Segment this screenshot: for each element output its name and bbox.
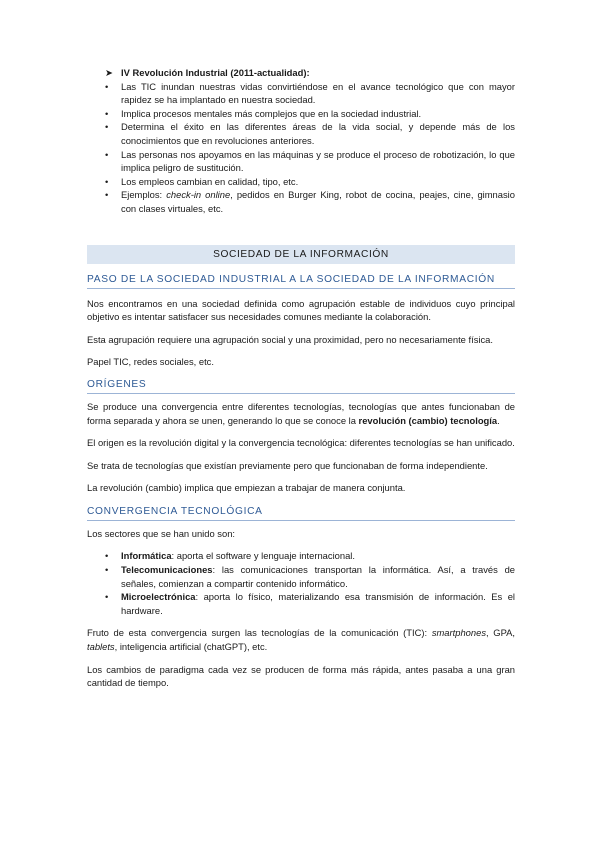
page-content xyxy=(87,66,515,690)
paragraph-emphasis: tablets xyxy=(87,641,115,653)
bullet-icon: • xyxy=(105,564,109,576)
list-item-emphasis: check-in online xyxy=(166,189,231,201)
section-title: SOCIEDAD DE LA INFORMACIÓN xyxy=(87,245,515,264)
list-item xyxy=(87,175,515,189)
list-item xyxy=(87,148,515,175)
list-item-bold: Telecomunicaciones xyxy=(121,564,213,576)
paragraph-emphasis: smartphones xyxy=(431,627,487,639)
list-item-bold: Informática xyxy=(121,550,172,562)
heading-paso: PASO DE LA SOCIEDAD INDUSTRIAL A LA SOCIEDAD DE LA INFORMACIÓN xyxy=(87,273,515,289)
heading-convergencia: CONVERGENCIA TECNOLÓGICA xyxy=(87,505,515,521)
heading-origenes: ORÍGENES xyxy=(87,378,515,394)
bullet-icon: • xyxy=(105,80,109,92)
paragraph xyxy=(87,400,515,427)
list-item xyxy=(87,590,515,617)
paragraph-text: , GPA, xyxy=(486,627,516,639)
paragraph: Nos encontramos en una sociedad definida como agrupación estable de individuos cuyo principal objetivo es intentar satisfacer sus necesidades comunes mediante la colaboración. xyxy=(87,297,515,323)
list-item xyxy=(87,120,515,147)
list-heading: IV Revolución Industrial (2011-actualidad): xyxy=(121,67,310,78)
list-item xyxy=(87,107,515,121)
list-item-text: Ejemplos: xyxy=(121,189,167,201)
bullet-icon: • xyxy=(105,107,109,119)
list-item-text: Las personas nos apoyamos en las máquinas y se produce el proceso de robotización, lo que implica peligro de sustitución. xyxy=(121,148,515,174)
list-item xyxy=(87,80,515,107)
bullet-icon: • xyxy=(105,550,109,562)
paragraph-text: Se produce una convergencia entre diferentes tecnologías, tecnologías que antes funcionaban de forma separada y ahora se unen, generando lo que se conoce la xyxy=(87,400,515,426)
bullet-icon: • xyxy=(105,591,109,603)
bullet-icon: • xyxy=(105,189,109,201)
paragraph-text: Fruto de esta convergencia surgen las tecnologías de la comunicación (TIC): xyxy=(87,627,432,639)
paragraph: Esta agrupación requiere una agrupación social y una proximidad, pero no necesariamente física. xyxy=(87,333,493,345)
list-item-text: : aporta el software y lenguaje internacional. xyxy=(171,550,355,562)
paragraph: Los sectores que se han unido son: xyxy=(87,527,236,539)
list-item-text: Los empleos cambian en calidad, tipo, etc. xyxy=(121,175,299,187)
paragraph-text: , inteligencia artificial (chatGPT), etc. xyxy=(114,641,268,653)
paragraph: Los cambios de paradigma cada vez se producen de forma más rápida, antes pasaba a una gran cantidad de tiempo. xyxy=(87,663,515,689)
list-item xyxy=(87,188,515,215)
bullet-icon: • xyxy=(105,121,109,133)
list-item-text: Determina el éxito en las diferentes áreas de la vida social, y depende más de los conocimientos que en revoluciones anteriores. xyxy=(121,121,515,146)
arrow-bullet-icon: ➤ xyxy=(105,67,113,78)
bullet-icon: • xyxy=(105,148,109,160)
paragraph: La revolución (cambio) implica que empiezan a trabajar de manera conjunta. xyxy=(87,482,406,494)
list-item-text: : aporta lo físico, materializando esa transmisión de información. Es el hardware. xyxy=(121,591,515,616)
sectors-list xyxy=(87,549,515,617)
revolution-list xyxy=(87,66,515,216)
list-item-text: : las comunicaciones transportan la informática. Así, a través de señales, comienzan a compartir contenido informático. xyxy=(121,564,515,589)
list-item xyxy=(87,563,515,590)
list-item-text: , pedidos en Burger King, robot de cocina, peajes, cine, gimnasio con clases virtuales, etc. xyxy=(121,189,515,214)
list-heading-item xyxy=(87,66,515,80)
list-item xyxy=(87,549,515,563)
paragraph: Se trata de tecnologías que existían previamente pero que funcionaban de forma independiente. xyxy=(87,459,488,471)
paragraph-bold: revolución (cambio) tecnología xyxy=(358,414,498,426)
list-item-text: Las TIC inundan nuestras vidas convirtiéndose en el avance tecnológico que con mayor rapidez se ha implantado en nuestra sociedad. xyxy=(121,80,515,106)
list-item-text: Implica procesos mentales más complejos que en la sociedad industrial. xyxy=(121,107,422,119)
bullet-icon: • xyxy=(105,175,109,187)
paragraph xyxy=(87,626,515,653)
paragraph-text: . xyxy=(497,414,500,426)
paragraph: Papel TIC, redes sociales, etc. xyxy=(87,356,214,368)
paragraph: El origen es la revolución digital y la convergencia tecnológica: diferentes tecnologías se han unificado. xyxy=(87,437,515,449)
list-item-bold: Microelectrónica xyxy=(121,591,196,603)
